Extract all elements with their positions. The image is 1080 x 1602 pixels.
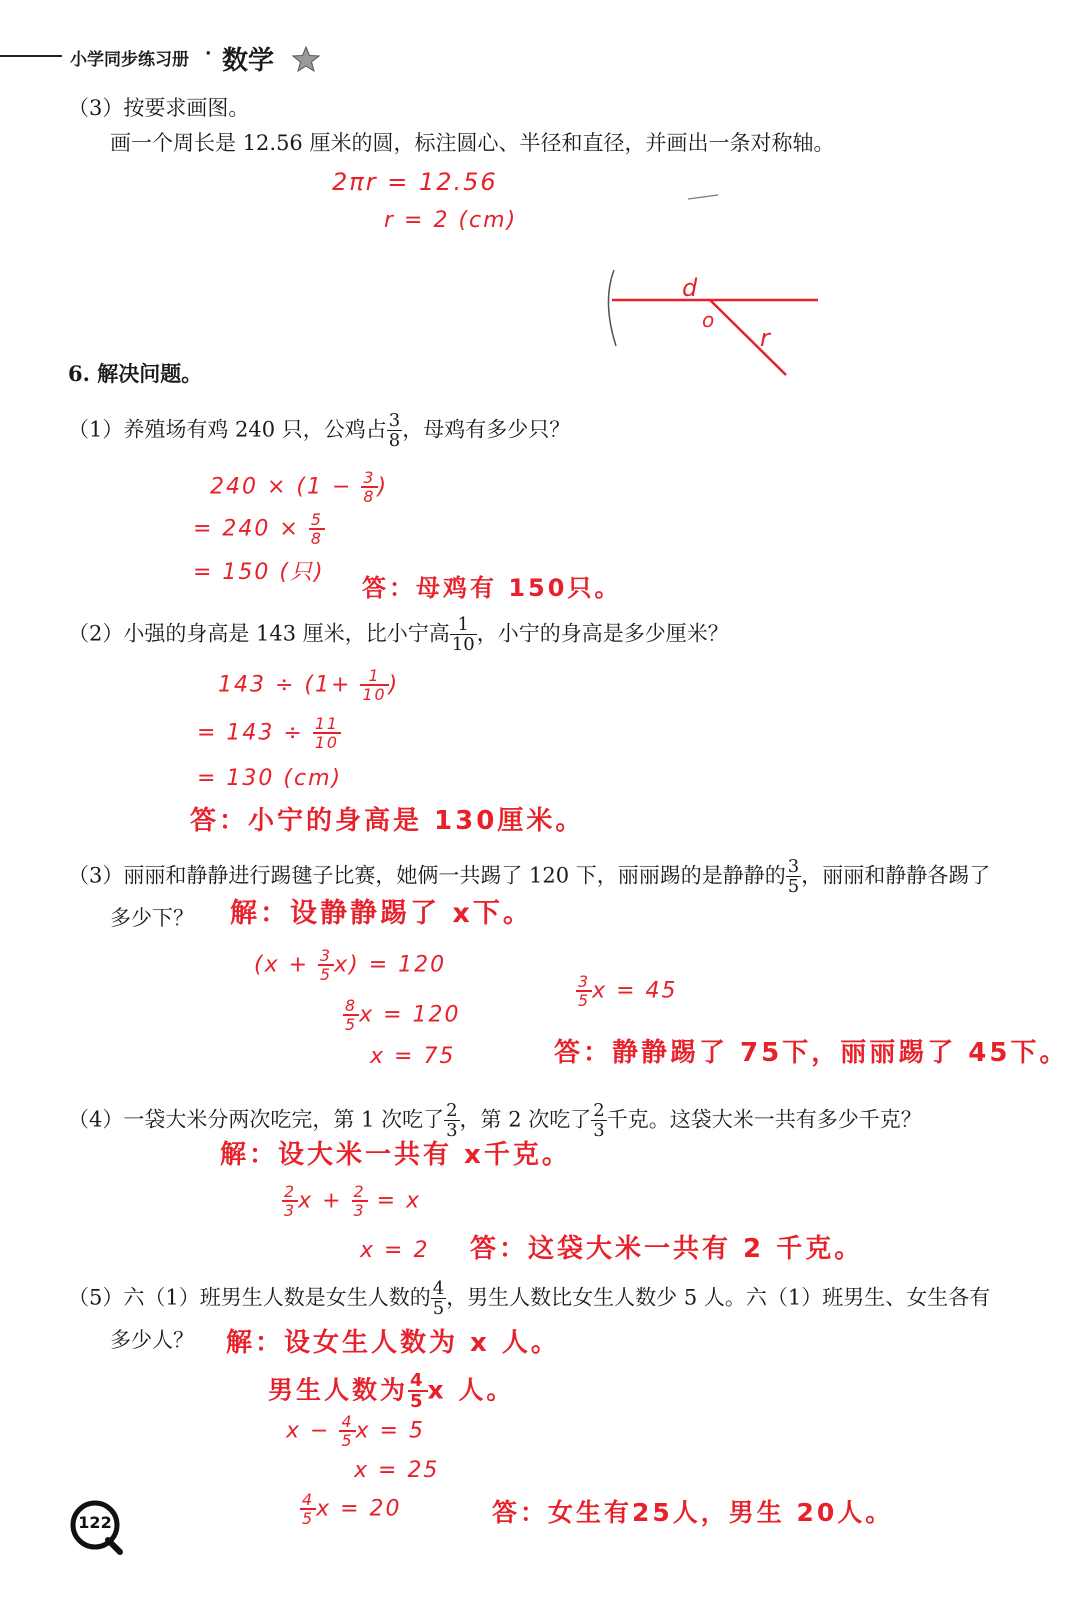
q4-solve: 解：设大米一共有 x千克。	[220, 1140, 571, 1170]
q5-3-work-1: 2πr = 12.56	[332, 168, 498, 196]
radius-line	[710, 300, 786, 375]
circle-drawing	[600, 190, 830, 385]
q1-work-3: = 150 (只)	[193, 560, 325, 585]
q4-work-1: $\frac{2}{3}$ x + $\frac{2}{3}$ = x	[284, 1182, 422, 1220]
header-separator: ·	[205, 44, 212, 64]
q4-work-2: x = 2	[360, 1238, 430, 1263]
q5-3-work-2: r = 2 (cm)	[384, 208, 518, 233]
q2-answer: 答：小宁的身高是 130厘米。	[190, 806, 585, 836]
q5-work-3: $\frac{4}{5}$ x = 20	[302, 1490, 402, 1528]
q1-answer: 答：母鸡有 150只。	[362, 574, 622, 602]
subject-title: 数学	[222, 46, 275, 76]
star-icon	[292, 46, 320, 72]
q4-answer: 答：这袋大米一共有 2 千克。	[470, 1234, 864, 1264]
q3-side-work: $\frac{3}{5}$ x = 45	[578, 972, 678, 1010]
q5-work-1: x − $\frac{4}{5}$ x = 5	[286, 1412, 425, 1450]
q2-work-2: = 143 ÷ $\frac{11}{10}$	[197, 714, 340, 752]
q5-fraction: $\frac{4}{5}$	[432, 1278, 445, 1319]
q3-solve: 解：设静静踢了 x下。	[230, 898, 533, 929]
q3-work-1: (x + $\frac{3}{5}$ x) = 120	[254, 946, 447, 984]
q1-text: （1）养殖场有鸡 240 只，公鸡占 $\frac{3}{8}$ ，母鸡有多少只？	[68, 410, 571, 451]
circle-arc	[608, 270, 616, 346]
q3-text: （3）丽丽和静静进行踢毽子比赛，她俩一共踢了 120 下，丽丽踢的是静静的 $\frac{3}{5}$ ，丽丽和静静各踢了	[68, 856, 991, 897]
q5-text-cont: 多少人？	[110, 1328, 194, 1352]
q2-fraction: $\frac{1}{10}$	[451, 614, 475, 655]
q2-text: （2）小强的身高是 143 厘米，比小宁高 $\frac{1}{10}$ ，小宁的身高是多少厘米？	[68, 614, 729, 655]
label-center: o	[702, 308, 717, 332]
circle-arc-top	[688, 195, 718, 199]
q5-work-2: x = 25	[354, 1458, 440, 1483]
q5-answer: 答：女生有25人，男生 20人。	[492, 1498, 894, 1527]
q4-fraction-2: $\frac{2}{3}$	[593, 1100, 605, 1141]
q3-answer: 答：静静踢了 75下，丽丽踢了 45下。	[554, 1038, 1069, 1068]
section-6-title: 6. 解决问题。	[68, 361, 203, 386]
q5-3-title: （3）按要求画图。	[68, 96, 250, 120]
q3-text-cont: 多少下？	[110, 906, 194, 930]
page-number: 122	[78, 1513, 112, 1532]
q5-solve-2: 男生人数为 $\frac{4}{5}$ x 人。	[268, 1370, 515, 1412]
q3-work-3: x = 75	[370, 1044, 456, 1069]
q1-fraction: $\frac{3}{8}$	[388, 410, 401, 451]
header-rule	[0, 55, 62, 57]
q5-solve-1: 解：设女生人数为 x 人。	[226, 1328, 560, 1358]
q2-work-1: 143 ÷ (1+ $\frac{1}{10}$ )	[218, 666, 400, 704]
q1-work-2: = 240 × $\frac{5}{8}$	[193, 510, 323, 548]
q5-text: （5）六（1）班男生人数是女生人数的 $\frac{4}{5}$ ，男生人数比女生人数少 5 人。六（1）班男生、女生各有	[68, 1278, 991, 1319]
q4-fraction-1: $\frac{2}{3}$	[446, 1100, 458, 1141]
q1-work-1: 240 × (1 − $\frac{3}{8}$ )	[210, 468, 389, 506]
q5-3-text: 画一个周长是 12.56 厘米的圆，标注圆心、半径和直径，并画出一条对称轴。	[110, 131, 835, 155]
book-series-title: 小学同步练习册	[70, 50, 189, 70]
label-diameter: d	[682, 274, 700, 302]
label-radius: r	[760, 324, 772, 352]
q3-work-2: $\frac{8}{5}$ x = 120	[345, 996, 461, 1034]
q4-text: （4）一袋大米分两次吃完，第 1 次吃了 $\frac{2}{3}$ ，第 2 次吃了 $\frac{2}{3}$ 千克。这袋大米一共有多少千克？	[68, 1100, 922, 1141]
q2-work-3: = 130 (cm)	[197, 766, 343, 791]
q3-fraction: $\frac{3}{5}$	[787, 856, 800, 897]
